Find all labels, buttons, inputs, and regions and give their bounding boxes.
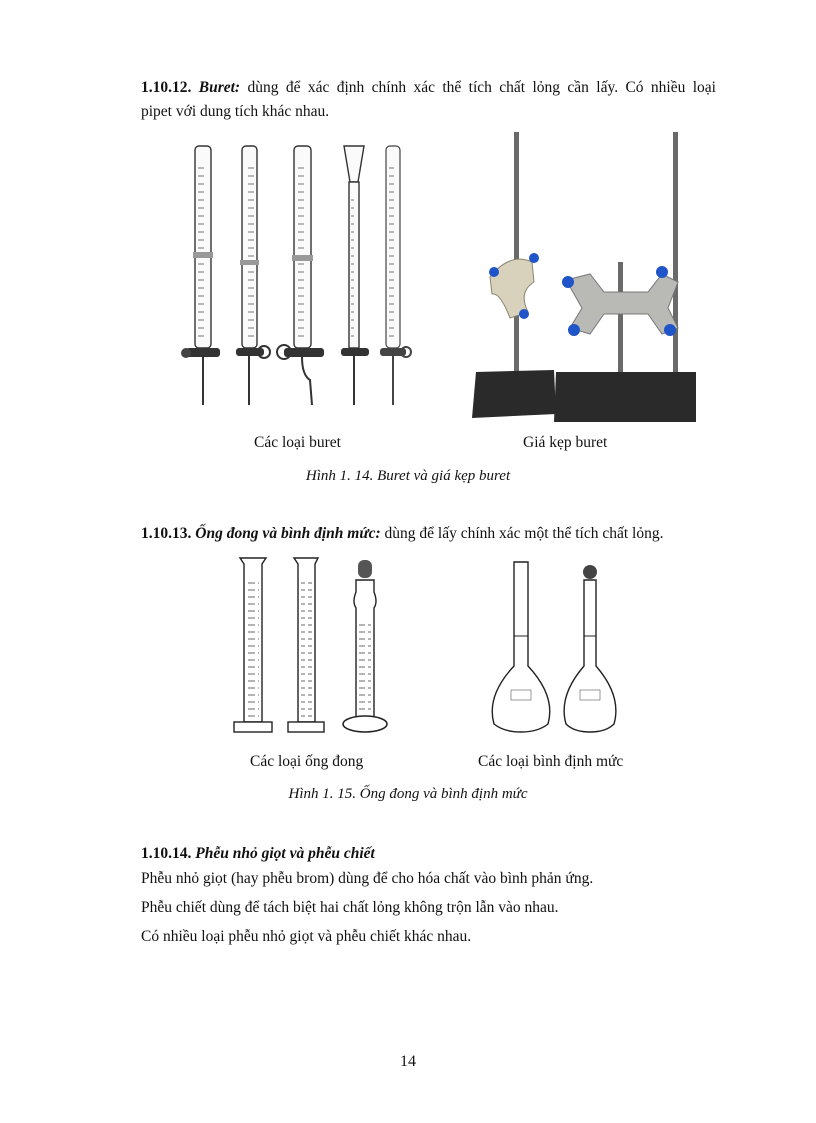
cylinder-types-label: Các loại ống đong [250,753,364,770]
graduated-cylinders-illustration [228,552,398,742]
buret-term: Buret: [198,79,241,96]
stand-small [472,132,556,418]
funnel-line-3: Có nhiều loại phễu nhỏ giọt và phễu chiết khác nhau. [141,928,472,945]
buret-text-line2: pipet với dung tích khác nhau. [141,103,330,120]
buret-text-line1: dùng để xác định chính xác thể tích chất lỏng cần lấy. Có nhiều loại [240,79,716,96]
figure-1-15-caption: Hình 1. 15. Ống đong và bình định mức [288,786,528,802]
buret-3 [277,146,324,405]
cylinder-section-number: 1.10.13. [141,525,192,542]
page-number: 14 [400,1053,416,1070]
figure-1-14-caption: Hình 1. 14. Buret và giá kẹp buret [305,468,511,484]
cylinder-paragraph [141,522,716,546]
cylinder-stoppered [343,560,387,732]
funnel-term: Phễu nhỏ giọt và phễu chiết [195,845,375,862]
buret-2 [236,146,270,405]
flask-types-label: Các loại bình định mức [478,753,624,770]
flask-1 [492,562,550,732]
cylinder-2 [288,558,324,732]
funnel-section-number: 1.10.14. [141,845,192,862]
flask-2 [564,565,616,732]
buret-section-number: 1.10.12. [141,79,192,96]
buret-5 [380,146,411,405]
volumetric-flasks-illustration [478,556,638,736]
buret-types-illustration [178,140,418,415]
funnel-line-2: Phễu chiết dùng để tách biệt hai chất lỏng không trộn lẫn vào nhau. [141,899,559,916]
funnel-heading [141,842,716,866]
buret-stand-label: Giá kẹp buret [523,434,608,451]
buret-stand-illustration [470,132,702,424]
buret-4 [341,146,369,405]
cylinder-1 [234,558,272,732]
cylinder-text: dùng để lấy chính xác một thể tích chất lỏng. [380,525,664,542]
buret-paragraph-line2 [141,100,716,124]
buret-types-label: Các loại buret [254,434,341,451]
stand-large [554,132,696,422]
buret-1 [181,146,220,405]
buret-paragraph-line1 [141,76,716,100]
funnel-line-1: Phễu nhỏ giọt (hay phễu brom) dùng để cho hóa chất vào bình phản ứng. [141,870,594,887]
cylinder-term: Ống đong và bình định mức: [195,525,381,542]
